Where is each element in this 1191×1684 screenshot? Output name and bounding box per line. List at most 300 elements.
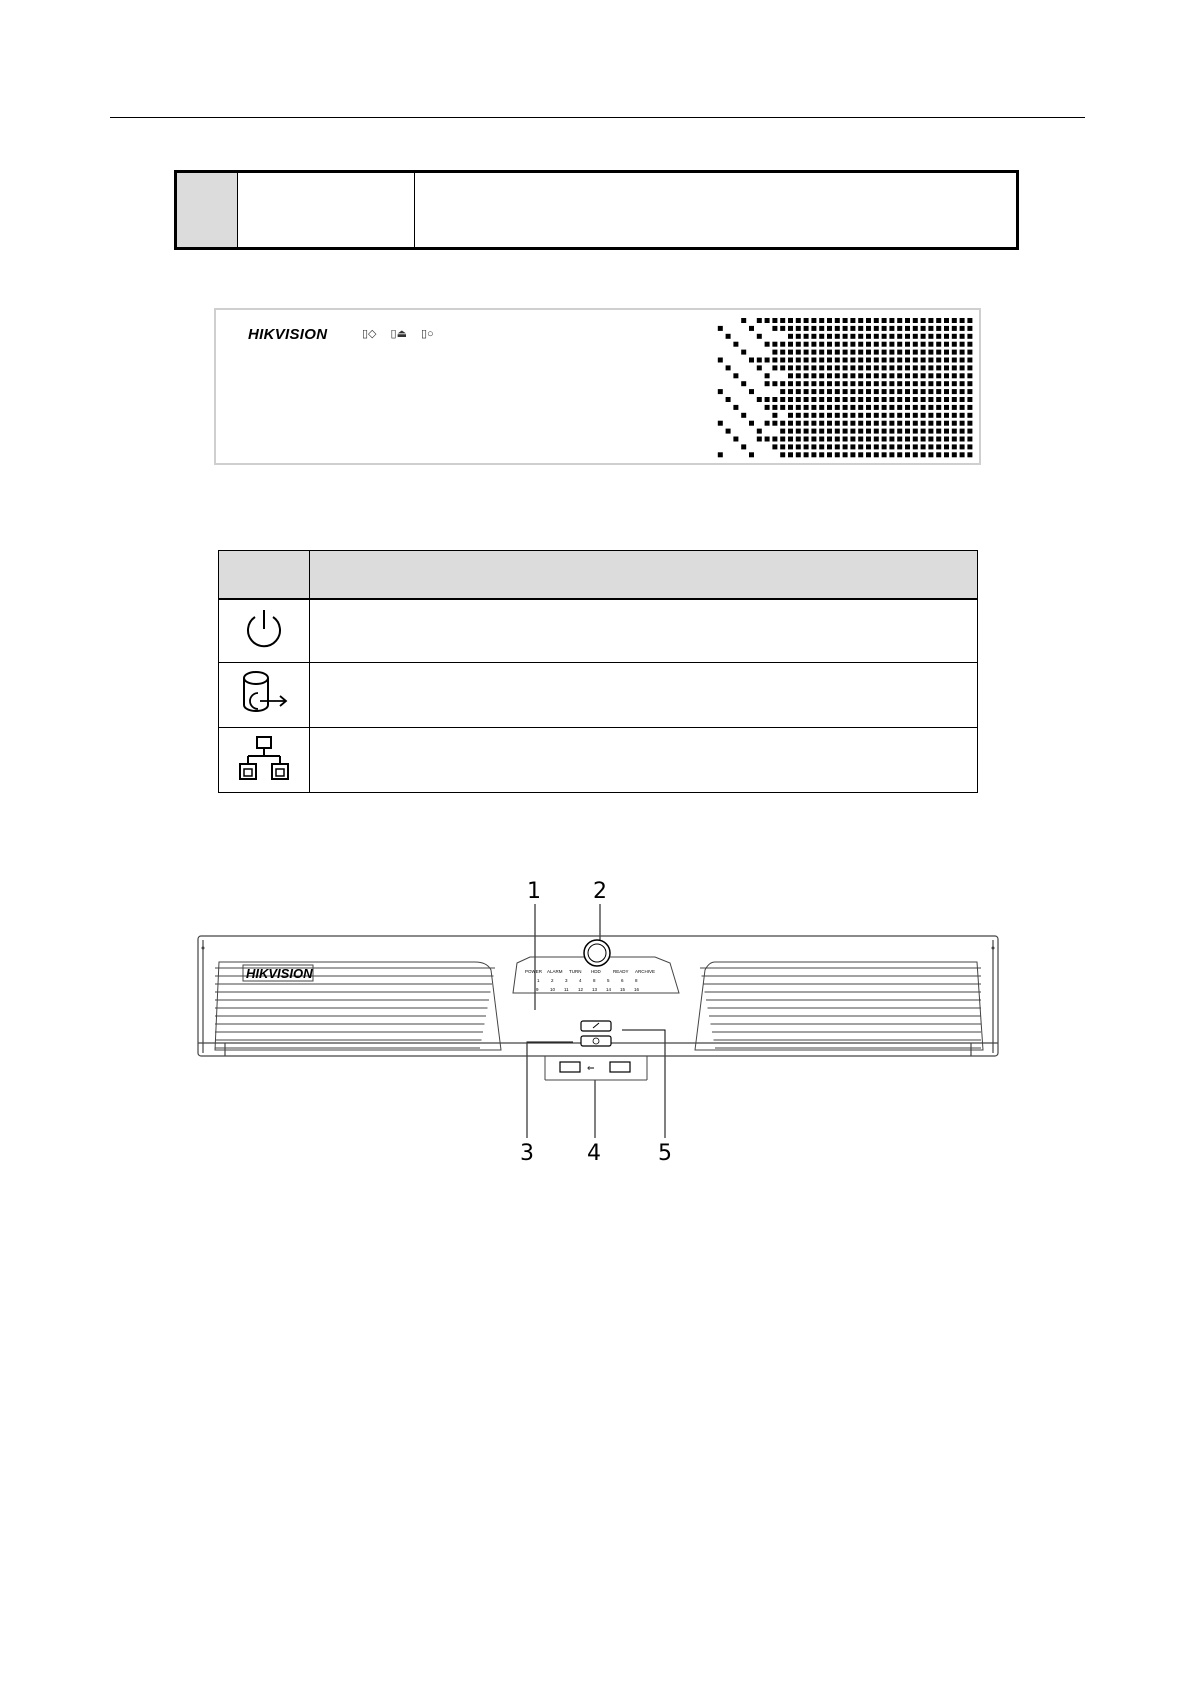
vent-dot — [827, 350, 832, 355]
vent-dot — [960, 365, 965, 370]
vent-dot — [905, 342, 910, 347]
vent-dot — [874, 437, 879, 442]
vent-dot — [928, 397, 933, 402]
vent-dot — [811, 318, 816, 323]
led-label: HDD — [591, 969, 601, 974]
vent-dot — [944, 421, 949, 426]
vent-dot — [788, 318, 793, 323]
vent-dot — [944, 365, 949, 370]
vent-dot — [905, 413, 910, 418]
vent-dot — [952, 437, 957, 442]
vent-dot — [960, 318, 965, 323]
vent-dot — [874, 358, 879, 363]
right-vent — [695, 962, 983, 1050]
vent-dot — [850, 318, 855, 323]
vent-dot — [882, 429, 887, 434]
vent-dot — [718, 452, 723, 457]
vent-dot — [967, 397, 972, 402]
vent-dot — [905, 389, 910, 394]
vent-dot — [936, 381, 941, 386]
vent-dot — [858, 318, 863, 323]
vent-dot — [843, 437, 848, 442]
icon-cell-network — [219, 728, 310, 793]
vent-dot — [944, 437, 949, 442]
vent-dot — [843, 421, 848, 426]
vent-dot — [921, 452, 926, 457]
vent-dot — [913, 373, 918, 378]
vent-dot — [765, 318, 770, 323]
network-icon — [238, 734, 290, 782]
vent-dot — [772, 381, 777, 386]
vent-dot — [897, 365, 902, 370]
vent-dot — [905, 373, 910, 378]
vent-dot — [788, 397, 793, 402]
vent-dot — [843, 381, 848, 386]
vent-dot — [741, 413, 746, 418]
vent-dot — [827, 444, 832, 449]
vent-dot — [921, 326, 926, 331]
vent-dot — [936, 318, 941, 323]
vent-dot — [819, 405, 824, 410]
vent-dot — [866, 342, 871, 347]
led-indicators — [362, 327, 434, 340]
vent-dot — [936, 326, 941, 331]
vent-dot — [835, 342, 840, 347]
brand-logo: HIKVISION — [248, 326, 328, 343]
vent-dot — [921, 358, 926, 363]
channel-number: 3 — [565, 978, 568, 983]
vent-dot — [889, 397, 894, 402]
vent-dot — [843, 405, 848, 410]
vent-dot — [819, 342, 824, 347]
vent-dot — [889, 444, 894, 449]
vent-dot — [960, 413, 965, 418]
vent-dot — [835, 334, 840, 339]
vent-dot — [921, 444, 926, 449]
vent-dot — [905, 437, 910, 442]
vent-dot — [796, 365, 801, 370]
vent-dot — [850, 413, 855, 418]
usb-icon: ⇐ — [587, 1064, 595, 1074]
vent-dot — [718, 421, 723, 426]
vent-dot — [905, 452, 910, 457]
vent-dot — [788, 326, 793, 331]
vent-dot — [952, 421, 957, 426]
vent-dot — [835, 452, 840, 457]
vent-dot — [811, 381, 816, 386]
vent-dot — [796, 413, 801, 418]
vent-dot — [952, 452, 957, 457]
vent-dot — [866, 437, 871, 442]
vent-dot — [866, 365, 871, 370]
vent-dot — [889, 334, 894, 339]
channel-number: 11 — [564, 987, 569, 992]
vent-dot — [928, 421, 933, 426]
vent-dot — [726, 429, 731, 434]
vent-dot — [874, 318, 879, 323]
vent-dot — [726, 397, 731, 402]
channel-number: 9 — [536, 987, 539, 992]
vent-dot — [944, 397, 949, 402]
vent-dot — [788, 358, 793, 363]
vent-dot — [866, 405, 871, 410]
vent-dot — [905, 444, 910, 449]
vent-dot — [835, 405, 840, 410]
vent-dot — [811, 413, 816, 418]
vent-dot — [952, 318, 957, 323]
vent-dot — [960, 358, 965, 363]
vent-dot — [952, 358, 957, 363]
vent-dot — [811, 444, 816, 449]
vent-dot — [733, 342, 738, 347]
vent-dot — [796, 350, 801, 355]
vent-dot — [936, 334, 941, 339]
icon-cell-power — [219, 599, 310, 663]
vent-dot — [858, 334, 863, 339]
vent-dot — [960, 381, 965, 386]
led-label: POWER — [525, 969, 543, 974]
vent-dot — [780, 421, 785, 426]
vent-dot — [850, 452, 855, 457]
vent-dot — [944, 373, 949, 378]
vent-dot — [811, 365, 816, 370]
vent-dot — [936, 429, 941, 434]
vent-dot — [796, 389, 801, 394]
callout-5: 5 — [658, 1141, 672, 1166]
channel-row-2 — [536, 987, 640, 992]
vent-dot — [850, 350, 855, 355]
vent-dot — [796, 381, 801, 386]
vent-dot — [726, 365, 731, 370]
vent-dot — [858, 413, 863, 418]
vent-dot — [788, 342, 793, 347]
vent-dot — [850, 444, 855, 449]
vent-dot — [882, 389, 887, 394]
vent-dot — [827, 397, 832, 402]
vent-dot — [952, 429, 957, 434]
vent-dot — [928, 437, 933, 442]
led-label: TURN — [569, 969, 582, 974]
vent-dot — [850, 437, 855, 442]
vent-dot — [835, 397, 840, 402]
vent-dot — [952, 326, 957, 331]
vent-dot — [889, 358, 894, 363]
vent-dot — [967, 389, 972, 394]
vent-dot — [897, 334, 902, 339]
vent-dot — [811, 405, 816, 410]
vent-dot — [765, 358, 770, 363]
vent-dot — [843, 334, 848, 339]
channel-number: 4 — [579, 978, 582, 983]
vent-dot — [928, 318, 933, 323]
vent-dot — [819, 389, 824, 394]
vent-dot — [772, 358, 777, 363]
vent-dot — [960, 452, 965, 457]
vent-dot — [780, 397, 785, 402]
vent-dot — [804, 381, 809, 386]
vent-dot — [921, 342, 926, 347]
vent-dot — [897, 381, 902, 386]
vent-dot — [967, 373, 972, 378]
vent-dot — [889, 413, 894, 418]
vent-dot — [905, 421, 910, 426]
vent-dot — [928, 444, 933, 449]
vent-dot — [889, 437, 894, 442]
vent-dot — [921, 373, 926, 378]
vent-dot — [772, 350, 777, 355]
hdd-icon — [238, 669, 290, 717]
vent-dot — [897, 373, 902, 378]
vent-dot — [811, 342, 816, 347]
channel-number: 2 — [551, 978, 554, 983]
vent-dot — [757, 397, 762, 402]
vent-dot — [757, 358, 762, 363]
vent-dot — [726, 334, 731, 339]
vent-dot — [788, 389, 793, 394]
vent-dot — [765, 421, 770, 426]
vent-dot — [960, 342, 965, 347]
vent-dot — [967, 413, 972, 418]
vent-dot — [913, 397, 918, 402]
vent-dot — [850, 334, 855, 339]
vent-dot — [843, 389, 848, 394]
vent-dot — [788, 437, 793, 442]
icon-cell-hdd — [219, 663, 310, 728]
vent-dot — [874, 444, 879, 449]
vent-dot — [804, 326, 809, 331]
vent-dot — [913, 421, 918, 426]
vent-dot — [913, 334, 918, 339]
vent-dot — [819, 437, 824, 442]
vent-dot — [850, 429, 855, 434]
vent-dot — [967, 334, 972, 339]
vent-dot — [882, 413, 887, 418]
vent-dot — [967, 342, 972, 347]
vent-dot — [780, 381, 785, 386]
vent-dot — [804, 452, 809, 457]
vent-dot — [772, 318, 777, 323]
vent-dot — [850, 326, 855, 331]
vent-dot — [843, 452, 848, 457]
vent-dot — [905, 318, 910, 323]
vent-dot — [796, 421, 801, 426]
vent-dot — [960, 429, 965, 434]
vent-dot — [960, 421, 965, 426]
vent-dot — [936, 342, 941, 347]
usb-port-left[interactable] — [560, 1062, 580, 1072]
power-button[interactable] — [581, 1036, 611, 1046]
vent-dot — [757, 334, 762, 339]
vent-dot — [921, 381, 926, 386]
vent-dot — [866, 421, 871, 426]
vent-dot — [858, 381, 863, 386]
vent-dot — [905, 326, 910, 331]
vent-dot — [874, 429, 879, 434]
vent-dot — [882, 437, 887, 442]
vent-dot — [897, 397, 902, 402]
vent-dot — [921, 334, 926, 339]
vent-dot — [780, 326, 785, 331]
vent-dot — [819, 365, 824, 370]
vent-dot — [811, 429, 816, 434]
vent-dot — [850, 389, 855, 394]
vent-dot — [819, 350, 824, 355]
vent-dot — [796, 358, 801, 363]
vent-dot — [960, 350, 965, 355]
vent-dot — [811, 350, 816, 355]
vent-dot — [819, 381, 824, 386]
vent-dot — [866, 397, 871, 402]
vent-dot — [952, 389, 957, 394]
vent-dot — [835, 421, 840, 426]
channel-number: 13 — [592, 987, 598, 992]
vent-dot — [960, 326, 965, 331]
vent-dot — [913, 429, 918, 434]
vent-dot — [850, 381, 855, 386]
vent-dot — [819, 358, 824, 363]
vent-dot — [967, 358, 972, 363]
vent-dot — [804, 318, 809, 323]
vent-dot — [757, 365, 762, 370]
vent-dot — [866, 429, 871, 434]
vent-dot — [843, 429, 848, 434]
vent-dot — [913, 318, 918, 323]
vent-dot — [827, 365, 832, 370]
vent-dot — [897, 318, 902, 323]
icon-table-header-icon — [219, 551, 310, 600]
vent-dot — [882, 334, 887, 339]
vent-dot — [913, 342, 918, 347]
vent-dot — [889, 326, 894, 331]
channel-number: 6 — [621, 978, 624, 983]
vent-dot — [944, 389, 949, 394]
vent-dot — [889, 373, 894, 378]
vent-dot — [757, 437, 762, 442]
vent-dot — [835, 381, 840, 386]
vent-dot — [804, 444, 809, 449]
vent-dot — [866, 373, 871, 378]
vent-dot — [850, 342, 855, 347]
vent-dot — [827, 413, 832, 418]
vent-dot — [952, 342, 957, 347]
vent-dot — [788, 365, 793, 370]
vent-dot — [741, 318, 746, 323]
vent-dot — [858, 421, 863, 426]
vent-dot — [952, 365, 957, 370]
vent-dot — [741, 444, 746, 449]
vent-dot — [960, 405, 965, 410]
vent-dot — [866, 413, 871, 418]
vent-dot — [936, 350, 941, 355]
screw-left — [202, 947, 205, 950]
vent-dot — [897, 350, 902, 355]
vent-dot — [788, 413, 793, 418]
vent-dot — [858, 326, 863, 331]
vent-dot — [913, 405, 918, 410]
channel-number: 1 — [537, 978, 540, 983]
vent-dot — [944, 326, 949, 331]
vent-dot — [952, 444, 957, 449]
vent-dot — [944, 334, 949, 339]
vent-dot — [897, 437, 902, 442]
vent-dot — [796, 429, 801, 434]
vent-dot — [960, 389, 965, 394]
vent-dot — [905, 358, 910, 363]
vent-dot — [796, 334, 801, 339]
vent-dot — [827, 342, 832, 347]
vent-dot — [811, 452, 816, 457]
vent-dot — [936, 413, 941, 418]
vent-dot — [882, 397, 887, 402]
vent-dot — [788, 334, 793, 339]
vent-dot — [921, 421, 926, 426]
vent-dot — [804, 373, 809, 378]
vent-dot — [928, 365, 933, 370]
vent-dot — [882, 342, 887, 347]
vent-dot — [804, 334, 809, 339]
vent-dot — [960, 373, 965, 378]
vent-dot — [944, 350, 949, 355]
front-panel-figure-2 — [195, 870, 1005, 1170]
vent-dot — [889, 342, 894, 347]
vent-dot — [913, 358, 918, 363]
vent-dot — [874, 365, 879, 370]
vent-dot — [827, 318, 832, 323]
usb-port-right[interactable] — [610, 1062, 630, 1072]
channel-row-1 — [537, 978, 638, 983]
vent-dot — [796, 452, 801, 457]
top-table-cell-1 — [177, 173, 238, 247]
vent-dot — [967, 381, 972, 386]
vent-dot — [944, 444, 949, 449]
led-labels — [525, 969, 655, 974]
top-table-cell-3 — [415, 173, 1016, 247]
vent-dot — [889, 350, 894, 355]
vent-dot — [749, 358, 754, 363]
vent-dot — [936, 405, 941, 410]
vent-dot — [811, 334, 816, 339]
vent-dot — [780, 437, 785, 442]
indicator-icon-table — [218, 550, 978, 793]
led-indicator-3: ▯○ — [420, 328, 434, 340]
vent-dot — [858, 405, 863, 410]
callout-1: 1 — [527, 879, 541, 904]
front-panel-figure-1 — [214, 308, 981, 465]
vent-dot — [835, 318, 840, 323]
vent-dot — [913, 452, 918, 457]
vent-dot — [780, 350, 785, 355]
vent-dot — [718, 389, 723, 394]
vent-dot — [889, 429, 894, 434]
vent-dot — [960, 334, 965, 339]
vent-dot — [819, 326, 824, 331]
vent-dot — [905, 397, 910, 402]
vent-dot — [843, 318, 848, 323]
vent-dot — [811, 373, 816, 378]
vent-dot — [913, 365, 918, 370]
vent-dot — [843, 326, 848, 331]
led-label: ALARM — [547, 969, 563, 974]
vent-dot — [765, 437, 770, 442]
vent-dot — [827, 429, 832, 434]
vent-dot — [952, 373, 957, 378]
vent-dot — [788, 373, 793, 378]
vent-dot — [819, 373, 824, 378]
vent-dot — [897, 413, 902, 418]
vent-dot — [967, 421, 972, 426]
vent-dot — [788, 452, 793, 457]
vent-dot — [796, 397, 801, 402]
